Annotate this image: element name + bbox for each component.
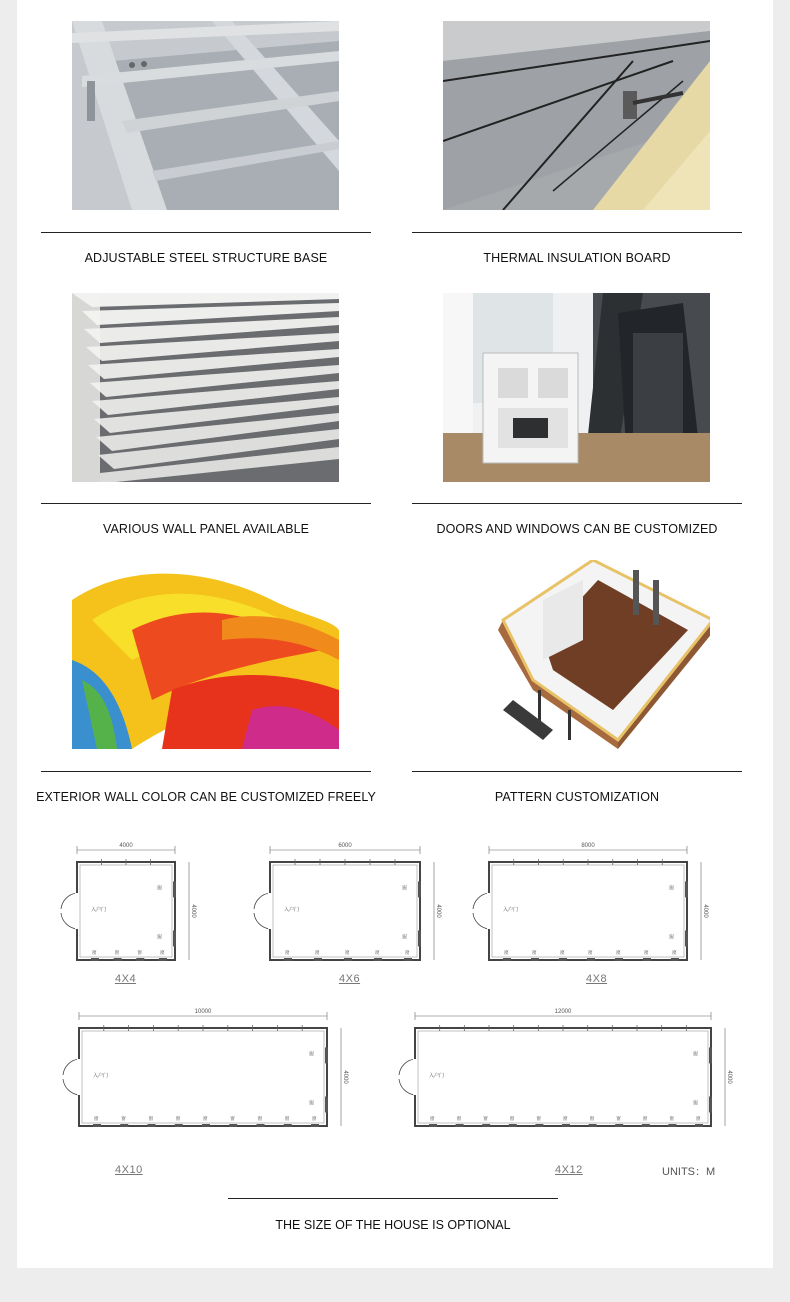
window-mark <box>685 930 688 946</box>
plan-label-4x8: 4X8 <box>586 973 608 985</box>
plan-inner-wall <box>82 1031 324 1123</box>
window-mark <box>643 958 651 961</box>
window-label: 窗 <box>642 1116 648 1121</box>
window-label: 窗 <box>402 885 408 892</box>
window-label: 窗 <box>456 1116 462 1121</box>
window-label: 窗 <box>588 950 593 955</box>
window-mark <box>257 1124 265 1127</box>
window-mark <box>173 881 176 897</box>
window-label: 窗 <box>157 885 163 892</box>
window-label: 窗 <box>157 934 163 941</box>
paint-swirl-photo <box>72 560 339 749</box>
plan-outer-wall <box>79 1028 327 1126</box>
window-label: 窗 <box>616 1116 621 1121</box>
dimension-length: 12000 <box>554 1009 572 1015</box>
window-mark <box>229 1124 237 1127</box>
floor-plan-4x8 <box>467 840 729 982</box>
window-label: 窗 <box>509 1116 515 1121</box>
window-mark <box>418 881 421 897</box>
window-mark <box>482 1124 490 1127</box>
window-mark <box>93 1124 101 1127</box>
window-mark <box>136 958 144 961</box>
window-label: 窗 <box>315 950 320 955</box>
window-mark <box>202 1124 210 1127</box>
window-mark <box>325 1047 328 1063</box>
window-mark <box>314 958 322 961</box>
floor-plan-4x12 <box>393 1006 753 1148</box>
door-swing <box>61 893 77 909</box>
door-swing <box>254 893 270 909</box>
window-mark <box>325 1096 328 1112</box>
door-swing <box>63 1079 79 1095</box>
divider <box>41 232 371 233</box>
window-label: 窗 <box>589 1116 595 1121</box>
window-label: 窗 <box>563 1116 568 1121</box>
window-mark <box>284 1124 292 1127</box>
floor-plan-4x6 <box>248 840 462 982</box>
feature-caption: PATTERN CUSTOMIZATION <box>494 790 660 804</box>
insulation-board-photo <box>443 21 710 210</box>
entrance-label: 入户门 <box>93 1073 109 1079</box>
window-label: 窗 <box>669 934 675 941</box>
window-mark <box>148 1124 156 1127</box>
window-mark <box>456 1124 464 1127</box>
window-mark <box>344 958 352 961</box>
house-render-photo <box>443 560 710 749</box>
window-mark <box>159 958 167 961</box>
window-mark <box>589 1124 597 1127</box>
window-mark <box>562 1124 570 1127</box>
door-opening <box>413 1059 417 1095</box>
dimension-width: 4000 <box>435 904 441 918</box>
window-mark <box>429 1124 437 1127</box>
window-label: 窗 <box>345 950 350 955</box>
dimension-length: 4000 <box>119 843 133 849</box>
window-label: 窗 <box>483 1116 488 1121</box>
door-swing <box>399 1059 415 1075</box>
door-swing <box>254 913 270 929</box>
dimension-width: 4000 <box>342 1070 348 1084</box>
window-label: 窗 <box>309 1051 315 1058</box>
feature-caption: EXTERIOR WALL COLOR CAN BE CUSTOMIZED FREELY <box>36 790 376 804</box>
divider <box>412 503 742 504</box>
window-label: 窗 <box>148 1116 153 1121</box>
dimension-width: 4000 <box>702 904 708 918</box>
entrance-label: 入户门 <box>91 907 107 913</box>
plan-label-4x12: 4X12 <box>555 1164 583 1176</box>
window-label: 窗 <box>230 1116 235 1121</box>
door-swing <box>473 893 489 909</box>
door-opening <box>268 893 272 929</box>
window-mark <box>418 930 421 946</box>
window-label: 窗 <box>309 1100 315 1107</box>
window-label: 窗 <box>137 950 142 955</box>
window-label: 窗 <box>402 934 408 941</box>
divider <box>412 771 742 772</box>
feature-caption: THERMAL INSULATION BOARD <box>483 251 671 265</box>
window-mark <box>311 1124 319 1127</box>
dimension-width: 4000 <box>190 904 196 918</box>
window-label: 窗 <box>644 950 649 955</box>
window-label: 窗 <box>504 950 509 955</box>
door-swing <box>61 913 77 929</box>
window-mark <box>175 1124 183 1127</box>
window-label: 窗 <box>672 950 677 955</box>
window-mark <box>559 958 567 961</box>
window-mark <box>695 1124 703 1127</box>
window-mark <box>668 1124 676 1127</box>
divider <box>41 503 371 504</box>
window-profile-photo <box>443 293 710 482</box>
divider <box>412 232 742 233</box>
window-mark <box>685 881 688 897</box>
window-mark <box>531 958 539 961</box>
window-label: 窗 <box>121 1116 126 1121</box>
entrance-label: 入户门 <box>429 1073 445 1079</box>
window-mark <box>709 1096 712 1112</box>
window-mark <box>709 1047 712 1063</box>
dimension-length: 8000 <box>581 843 595 849</box>
door-opening <box>487 893 491 929</box>
window-mark <box>374 958 382 961</box>
window-label: 窗 <box>536 1116 541 1121</box>
wall-panel-stack-photo <box>72 293 339 482</box>
divider <box>228 1198 558 1199</box>
window-label: 窗 <box>160 950 165 955</box>
window-label: 窗 <box>114 950 120 955</box>
window-label: 窗 <box>92 950 97 955</box>
door-swing <box>399 1079 415 1095</box>
window-label: 窗 <box>693 1100 699 1107</box>
window-label: 窗 <box>94 1116 99 1121</box>
footer-caption: THE SIZE OF THE HOUSE IS OPTIONAL <box>275 1218 511 1232</box>
entrance-label: 入户门 <box>503 907 519 913</box>
window-mark <box>114 958 122 961</box>
dimension-length: 10000 <box>194 1009 212 1015</box>
plan-inner-wall <box>418 1031 708 1123</box>
window-label: 窗 <box>405 950 410 955</box>
feature-caption: DOORS AND WINDOWS CAN BE CUSTOMIZED <box>436 522 718 536</box>
window-mark <box>671 958 679 961</box>
window-label: 窗 <box>203 1116 208 1121</box>
plan-outer-wall <box>415 1028 711 1126</box>
feature-caption: VARIOUS WALL PANEL AVAILABLE <box>102 522 310 536</box>
window-mark <box>404 958 412 961</box>
window-label: 窗 <box>696 1116 701 1121</box>
plan-inner-wall <box>492 865 684 957</box>
window-label: 窗 <box>430 1116 435 1121</box>
window-mark <box>615 958 623 961</box>
plan-outer-wall <box>489 862 687 960</box>
window-mark <box>509 1124 517 1127</box>
feature-caption: ADJUSTABLE STEEL STRUCTURE BASE <box>84 251 328 265</box>
window-label: 窗 <box>375 950 380 955</box>
window-mark <box>173 930 176 946</box>
door-opening <box>77 1059 81 1095</box>
plan-label-4x6: 4X6 <box>339 973 361 985</box>
units-note: UNITS：M <box>662 1166 716 1178</box>
door-opening <box>75 893 79 929</box>
window-mark <box>642 1124 650 1127</box>
window-label: 窗 <box>257 1116 262 1121</box>
divider <box>41 771 371 772</box>
window-mark <box>120 1124 128 1127</box>
window-mark <box>615 1124 623 1127</box>
window-mark <box>284 958 292 961</box>
window-label: 窗 <box>616 950 621 955</box>
door-swing <box>63 1059 79 1075</box>
window-label: 窗 <box>175 1116 181 1121</box>
window-label: 窗 <box>284 1116 290 1121</box>
window-mark <box>91 958 99 961</box>
steel-frame-photo <box>72 21 339 210</box>
window-mark <box>503 958 511 961</box>
dimension-length: 6000 <box>338 843 352 849</box>
floor-plan-4x4 <box>55 840 217 982</box>
window-label: 窗 <box>532 950 537 955</box>
window-label: 窗 <box>312 1116 317 1121</box>
window-label: 窗 <box>669 885 675 892</box>
window-label: 窗 <box>560 950 565 955</box>
door-swing <box>473 913 489 929</box>
window-label: 窗 <box>285 950 290 955</box>
window-mark <box>587 958 595 961</box>
window-label: 窗 <box>669 1116 674 1121</box>
dimension-width: 4000 <box>726 1070 732 1084</box>
entrance-label: 入户门 <box>284 907 300 913</box>
window-label: 窗 <box>693 1051 699 1058</box>
floor-plan-4x10 <box>57 1006 369 1148</box>
plan-label-4x10: 4X10 <box>115 1164 143 1176</box>
window-mark <box>535 1124 543 1127</box>
plan-label-4x4: 4X4 <box>115 973 137 985</box>
product-detail-sheet <box>17 0 773 1268</box>
